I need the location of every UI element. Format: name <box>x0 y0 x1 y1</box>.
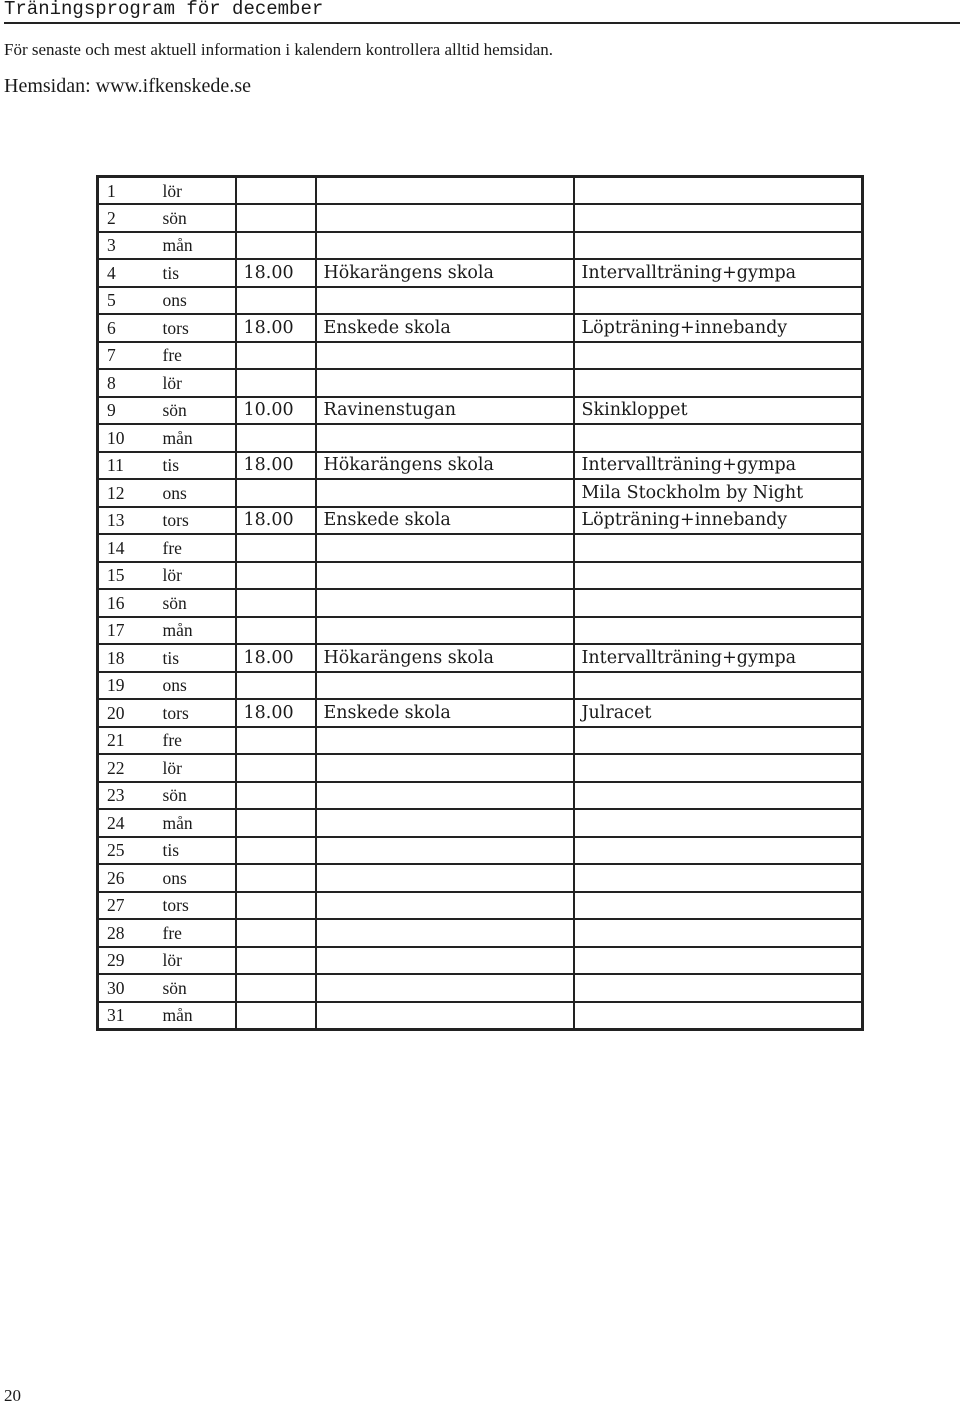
table-row <box>98 837 863 865</box>
table-row <box>98 892 863 920</box>
table-row <box>98 177 863 205</box>
activity-cell <box>574 342 863 370</box>
activity-cell: Löpträning+innebandy <box>574 314 863 342</box>
place-cell <box>316 974 574 1002</box>
time-cell <box>236 562 316 590</box>
activity-cell <box>574 809 863 837</box>
time-cell <box>236 479 316 507</box>
table-row <box>98 562 863 590</box>
table-row <box>98 507 863 535</box>
weekday-cell: lör <box>162 565 182 586</box>
place-cell <box>316 947 574 975</box>
time-cell <box>236 919 316 947</box>
table-row <box>98 287 863 315</box>
time-cell <box>236 672 316 700</box>
activity-cell <box>574 1002 863 1030</box>
day-number-cell: 25 <box>107 840 125 861</box>
activity-cell: Skinkloppet <box>574 397 863 425</box>
schedule-body <box>98 177 863 1030</box>
place-cell: Enskede skola <box>316 507 574 535</box>
place-cell <box>316 754 574 782</box>
time-cell <box>236 974 316 1002</box>
time-cell: 18.00 <box>236 314 316 342</box>
table-row <box>98 617 863 645</box>
table-row <box>98 452 863 480</box>
table-row <box>98 314 863 342</box>
table-row <box>98 782 863 810</box>
activity-cell <box>574 617 863 645</box>
activity-cell <box>574 204 863 232</box>
weekday-cell: ons <box>162 482 187 503</box>
day-number-cell: 4 <box>107 262 116 283</box>
place-cell <box>316 177 574 205</box>
activity-cell: Mila Stockholm by Night <box>574 479 863 507</box>
place-cell <box>316 672 574 700</box>
day-number-cell: 21 <box>107 730 125 751</box>
place-cell <box>316 809 574 837</box>
time-cell: 18.00 <box>236 699 316 727</box>
day-number-cell: 15 <box>107 565 125 586</box>
place-cell: Hökarängens skola <box>316 644 574 672</box>
website-text: Hemsidan: www.ifkenskede.se <box>4 75 251 97</box>
activity-cell <box>574 754 863 782</box>
day-number-cell: 31 <box>107 1005 125 1025</box>
table-row <box>98 974 863 1002</box>
day-number-cell: 7 <box>107 345 116 366</box>
weekday-cell: mån <box>162 812 193 833</box>
time-cell <box>236 424 316 452</box>
activity-cell: Löpträning+innebandy <box>574 507 863 535</box>
time-cell <box>236 342 316 370</box>
weekday-cell: fre <box>162 537 182 558</box>
weekday-cell: lör <box>162 180 182 201</box>
page-number: 20 <box>4 1386 21 1405</box>
schedule-table <box>96 175 864 1031</box>
day-number-cell: 26 <box>107 867 125 888</box>
time-cell: 18.00 <box>236 644 316 672</box>
day-number-cell: 28 <box>107 922 125 943</box>
place-cell <box>316 287 574 315</box>
time-cell <box>236 1002 316 1030</box>
time-cell <box>236 837 316 865</box>
table-row <box>98 727 863 755</box>
day-number-cell: 3 <box>107 235 116 256</box>
activity-cell <box>574 369 863 397</box>
time-cell <box>236 947 316 975</box>
day-number-cell: 13 <box>107 510 125 531</box>
place-cell <box>316 424 574 452</box>
place-cell: Hökarängens skola <box>316 452 574 480</box>
weekday-cell: sön <box>162 207 187 228</box>
place-cell <box>316 864 574 892</box>
day-number-cell: 18 <box>107 647 125 668</box>
activity-cell <box>574 919 863 947</box>
table-row <box>98 424 863 452</box>
weekday-cell: fre <box>162 730 182 751</box>
table-row <box>98 919 863 947</box>
activity-cell: Intervallträning+gympa <box>574 259 863 287</box>
place-cell <box>316 782 574 810</box>
activity-cell <box>574 672 863 700</box>
place-cell: Enskede skola <box>316 699 574 727</box>
intro-text: För senaste och mest aktuell information i kalendern kontrollera alltid hemsidan. <box>4 40 554 59</box>
day-number-cell: 10 <box>107 427 125 448</box>
time-cell <box>236 617 316 645</box>
day-number-cell: 30 <box>107 977 125 998</box>
time-cell <box>236 782 316 810</box>
place-cell <box>316 892 574 920</box>
day-number-cell: 19 <box>107 675 125 696</box>
weekday-cell: sön <box>162 592 187 613</box>
table-row <box>98 809 863 837</box>
weekday-cell: ons <box>162 290 187 311</box>
day-number-cell: 14 <box>107 537 125 558</box>
place-cell <box>316 534 574 562</box>
day-number-cell: 6 <box>107 317 116 338</box>
weekday-cell: sön <box>162 977 187 998</box>
time-cell <box>236 809 316 837</box>
weekday-cell: tis <box>162 455 180 476</box>
table-row <box>98 534 863 562</box>
weekday-cell: tors <box>162 510 189 531</box>
place-cell <box>316 562 574 590</box>
day-number-cell: 20 <box>107 702 125 723</box>
time-cell <box>236 754 316 782</box>
day-number-cell: 2 <box>107 207 116 228</box>
time-cell <box>236 177 316 205</box>
page-title: Träningsprogram för december <box>4 0 960 24</box>
weekday-cell: ons <box>162 867 187 888</box>
activity-cell: Julracet <box>574 699 863 727</box>
activity-cell <box>574 974 863 1002</box>
activity-cell <box>574 534 863 562</box>
table-row <box>98 1002 863 1030</box>
weekday-cell: tis <box>162 647 180 668</box>
place-cell <box>316 369 574 397</box>
table-row <box>98 672 863 700</box>
weekday-cell: tors <box>162 895 189 916</box>
place-cell <box>316 479 574 507</box>
day-number-cell: 17 <box>107 620 125 641</box>
day-number-cell: 8 <box>107 372 116 393</box>
table-row <box>98 479 863 507</box>
table-row <box>98 589 863 617</box>
activity-cell <box>574 562 863 590</box>
time-cell <box>236 204 316 232</box>
table-row <box>98 369 863 397</box>
activity-cell <box>574 232 863 260</box>
day-number-cell: 11 <box>107 455 124 476</box>
activity-cell <box>574 424 863 452</box>
day-number-cell: 12 <box>107 482 125 503</box>
place-cell <box>316 1002 574 1030</box>
place-cell <box>316 617 574 645</box>
place-cell <box>316 727 574 755</box>
day-number-cell: 1 <box>107 180 116 201</box>
day-number-cell: 9 <box>107 400 116 421</box>
activity-cell <box>574 589 863 617</box>
day-number-cell: 27 <box>107 895 125 916</box>
day-number-cell: 16 <box>107 592 125 613</box>
place-cell <box>316 232 574 260</box>
table-row <box>98 342 863 370</box>
weekday-cell: mån <box>162 1005 193 1025</box>
activity-cell: Intervallträning+gympa <box>574 452 863 480</box>
activity-cell <box>574 727 863 755</box>
day-number-cell: 29 <box>107 950 125 971</box>
activity-cell <box>574 782 863 810</box>
table-row <box>98 644 863 672</box>
time-cell <box>236 534 316 562</box>
time-cell <box>236 727 316 755</box>
place-cell <box>316 919 574 947</box>
time-cell <box>236 892 316 920</box>
weekday-cell: sön <box>162 400 187 421</box>
day-number-cell: 22 <box>107 757 125 778</box>
weekday-cell: lör <box>162 950 182 971</box>
day-number-cell: 5 <box>107 290 116 311</box>
table-row <box>98 232 863 260</box>
time-cell <box>236 864 316 892</box>
place-cell <box>316 837 574 865</box>
time-cell: 10.00 <box>236 397 316 425</box>
table-row <box>98 699 863 727</box>
day-number-cell: 23 <box>107 785 125 806</box>
place-cell: Enskede skola <box>316 314 574 342</box>
weekday-cell: tis <box>162 840 180 861</box>
day-number-cell: 24 <box>107 812 125 833</box>
place-cell <box>316 204 574 232</box>
time-cell: 18.00 <box>236 259 316 287</box>
activity-cell: Intervallträning+gympa <box>574 644 863 672</box>
activity-cell <box>574 287 863 315</box>
activity-cell <box>574 837 863 865</box>
weekday-cell: fre <box>162 922 182 943</box>
place-cell: Ravinenstugan <box>316 397 574 425</box>
time-cell: 18.00 <box>236 507 316 535</box>
place-cell: Hökarängens skola <box>316 259 574 287</box>
activity-cell <box>574 947 863 975</box>
table-row <box>98 947 863 975</box>
weekday-cell: lör <box>162 757 182 778</box>
time-cell <box>236 369 316 397</box>
table-row <box>98 204 863 232</box>
table-row <box>98 397 863 425</box>
weekday-cell: tors <box>162 317 189 338</box>
time-cell: 18.00 <box>236 452 316 480</box>
weekday-cell: sön <box>162 785 187 806</box>
weekday-cell: ons <box>162 675 187 696</box>
time-cell <box>236 589 316 617</box>
weekday-cell: fre <box>162 345 182 366</box>
time-cell <box>236 232 316 260</box>
activity-cell <box>574 892 863 920</box>
table-row <box>98 259 863 287</box>
activity-cell <box>574 864 863 892</box>
weekday-cell: tors <box>162 702 189 723</box>
table-row <box>98 754 863 782</box>
weekday-cell: mån <box>162 235 193 256</box>
place-cell <box>316 589 574 617</box>
time-cell <box>236 287 316 315</box>
weekday-cell: tis <box>162 262 180 283</box>
activity-cell <box>574 177 863 205</box>
weekday-cell: lör <box>162 372 182 393</box>
weekday-cell: mån <box>162 620 193 641</box>
place-cell <box>316 342 574 370</box>
table-row <box>98 864 863 892</box>
weekday-cell: mån <box>162 427 193 448</box>
